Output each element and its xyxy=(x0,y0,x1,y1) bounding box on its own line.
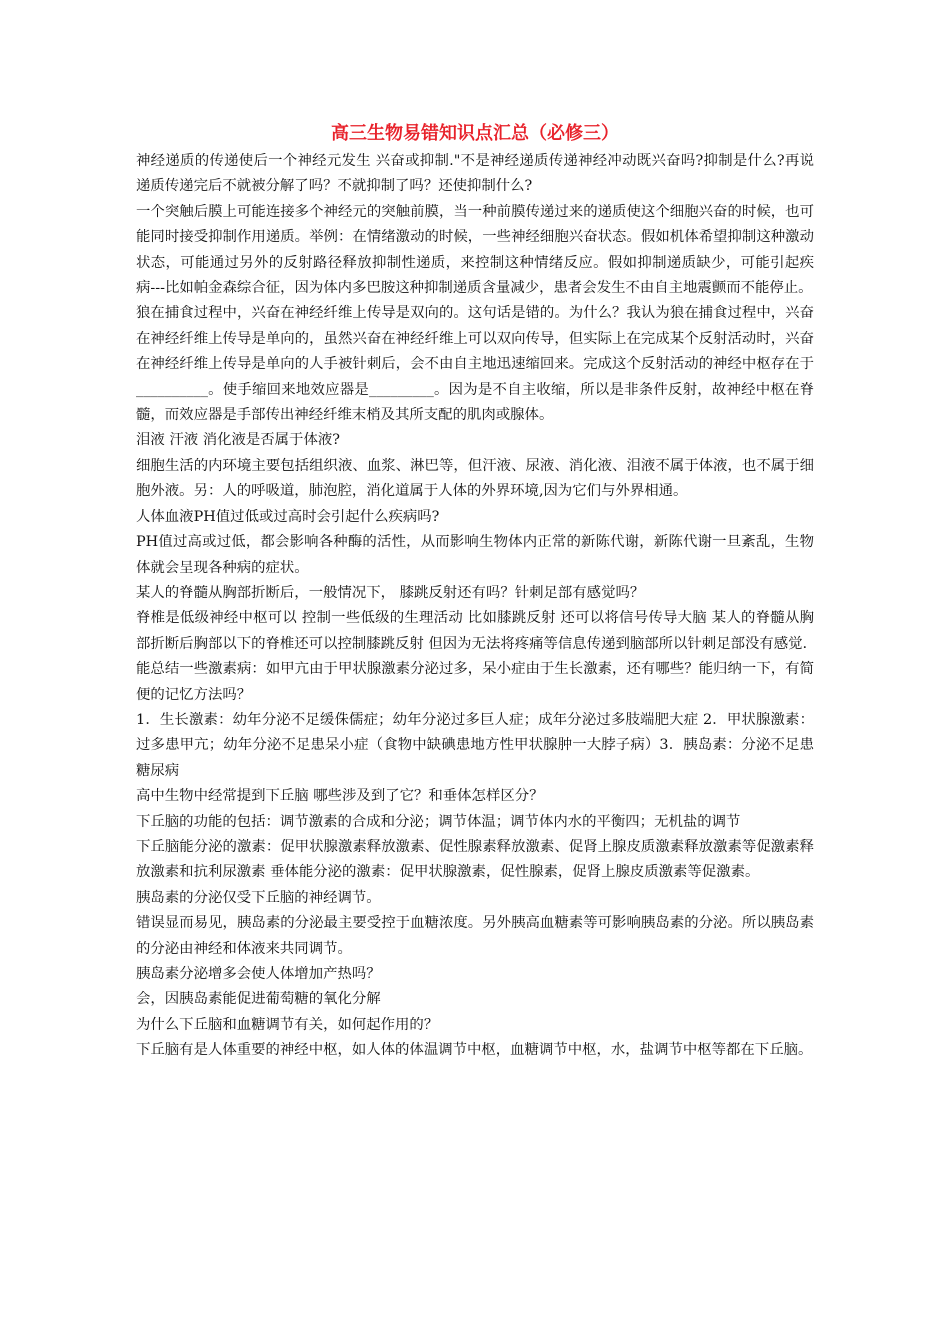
paragraph: 一个突触后膜上可能连接多个神经元的突触前膜，当一种前膜传递过来的递质使这个细胞兴奋的时候，也可能同时接受抑制作用递质。举例：在情绪激动的时候，一些神经细胞兴奋状态。假如机体希望抑制这种激动状态，可能通过另外的反射路径释放抑制性递质，来控制这种情绪反应。假如抑制递质缺少，可能引起疾病---比如帕金森综合征，因为体内多巴胺这种抑制递质含量减少，患者会发生不由自主地震颤而不能停止。 xyxy=(136,203,814,297)
paragraph: 泪液 汗液 消化液是否属于体液? xyxy=(136,432,340,449)
paragraph: 某人的脊髓从胸部折断后，一般情况下， 膝跳反射还有吗？针刺足部有感觉吗？ xyxy=(136,584,645,601)
paragraph: 细胞生活的内环境主要包括组织液、血浆、淋巴等，但汗液、尿液、消化液、泪液不属于体液，也不属于细胞外液。另：人的呼吸道，肺泡腔，消化道属于人体的外界环境,因为它们与外界相通。 xyxy=(136,457,814,500)
paragraph: 下丘脑的功能的包括：调节激素的合成和分泌；调节体温；调节体内水的平衡四；无机盐的调节 xyxy=(136,813,741,830)
paragraph: 能总结一些激素病：如甲亢由于甲状腺激素分泌过多，呆小症由于生长激素，还有哪些？能归纳一下，有简便的记忆方法吗？ xyxy=(136,661,814,703)
paragraph: PH值过高或过低，都会影响各种酶的活性，从而影响生物体内正常的新陈代谢，新陈代谢一旦紊乱，生物体就会呈现各种病的症状。 xyxy=(136,534,814,576)
paragraph: 会，因胰岛素能促进葡萄糖的氧化分解 xyxy=(136,991,381,1008)
paragraph: 胰岛素的分泌仅受下丘脑的神经调节。 xyxy=(136,889,381,906)
paragraph: 1．生长激素：幼年分泌不足缓侏儒症；幼年分泌过多巨人症；成年分泌过多肢端肥大症 2．甲状腺激素：过多患甲亢；幼年分泌不足患呆小症（食物中缺碘患地方性甲状腺肿一大脖子病）3．胰岛素：分泌不足患糖尿病 xyxy=(136,711,814,779)
paragraph: 错误显而易见，胰岛素的分泌最主要受控于血糖浓度。另外胰高血糖素等可影响胰岛素的分泌。所以胰岛素的分泌由神经和体液来共同调节。 xyxy=(136,915,814,957)
document-title: 高三生物易错知识点汇总（必修三） xyxy=(331,123,619,144)
paragraph: 高中生物中经常提到下丘脑 哪些涉及到了它？和垂体怎样区分？ xyxy=(136,788,544,805)
paragraph: 人体血液PH值过低或过高时会引起什么疾病吗? xyxy=(136,508,440,525)
document-body xyxy=(136,149,814,1064)
paragraph: 脊椎是低级神经中枢可以 控制一些低级的生理活动 比如膝跳反射 还可以将信号传导大脑 某人的脊髓从胸部折断后胸部以下的脊椎还可以控制膝跳反射 但因为无法将疼痛等信息传递到脑部所以针刺足部没有感觉. xyxy=(136,610,814,652)
paragraph: 为什么下丘脑和血糖调节有关，如何起作用的？ xyxy=(136,1016,439,1033)
paragraph: 狼在捕食过程中，兴奋在神经纤维上传导是双向的。这句话是错的。为什么？我认为狼在捕食过程中，兴奋在神经纤维上传导是单向的，虽然兴奋在神经纤维上可以双向传导，但实际上在完成某个反射活动时，兴奋在神经纤维上传导是单向的人手被针刺后，会不由自主地迅速缩回来。完成这个反射活动的神经中枢存在于__________。使手缩回来地效应器是_________。因为是不自主收缩，所以是非条件反射，故神经中枢在脊髓，而效应器是手部传出神经纤维末梢及其所支配的肌肉或腺体。 xyxy=(136,305,814,424)
paragraph: 下丘脑有是人体重要的神经中枢，如人体的体温调节中枢，血糖调节中枢，水，盐调节中枢等都在下丘脑。 xyxy=(136,1042,813,1059)
paragraph: 胰岛素分泌增多会使人体增加产热吗？ xyxy=(136,966,381,982)
paragraph: 神经递质的传递使后一个神经元发生 兴奋或抑制."不是神经递质传递神经冲动既兴奋吗?抑制是什么?再说递质传递完后不就被分解了吗？不就抑制了吗？还使抑制什么? xyxy=(136,153,814,195)
paragraph: 下丘脑能分泌的激素：促甲状腺激素释放激素、促性腺素释放激素、促肾上腺皮质激素释放激素等促激素释放激素和抗利尿激素 垂体能分泌的激素：促甲状腺激素，促性腺素，促肾上腺皮质激素等促激素。 xyxy=(136,838,814,881)
